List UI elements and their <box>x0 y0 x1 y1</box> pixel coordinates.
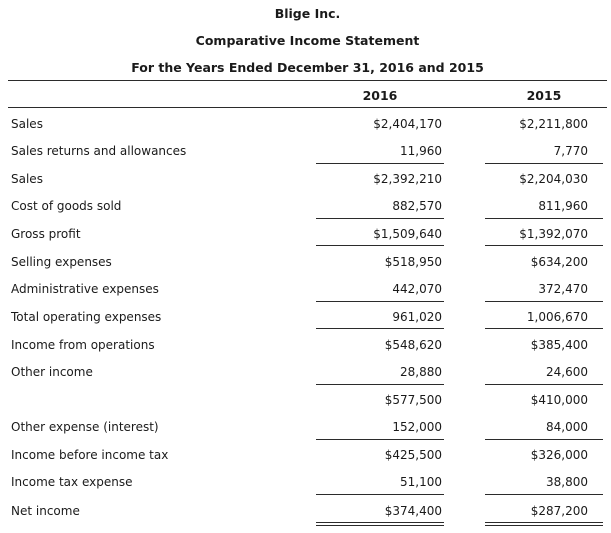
row-label: Administrative expenses <box>11 282 159 296</box>
company-name: Blige Inc. <box>274 6 341 21</box>
value-2015: 1,006,670 <box>526 310 588 324</box>
row-label: Other income <box>11 365 93 379</box>
value-2016: 152,000 <box>392 420 442 434</box>
value-2016: $577,500 <box>384 393 442 407</box>
row-label: Selling expenses <box>11 255 112 269</box>
row-label: Gross profit <box>11 227 81 241</box>
statement-period: For the Years Ended December 31, 2016 and 2015 <box>131 60 484 75</box>
subtotal-rule-2016 <box>316 328 444 329</box>
table-row <box>0 116 611 132</box>
value-2016: 442,070 <box>392 282 442 296</box>
value-2016: $374,400 <box>384 504 442 518</box>
value-2015: $385,400 <box>530 338 588 352</box>
table-row <box>0 198 611 214</box>
value-2015: 811,960 <box>538 199 588 213</box>
subtotal-rule-2016 <box>316 439 444 440</box>
value-2015: $287,200 <box>530 504 588 518</box>
value-2015: $634,200 <box>530 255 588 269</box>
subtotal-rule-2015 <box>485 301 603 302</box>
subtotal-rule-2015 <box>485 163 603 164</box>
value-2015: $2,204,030 <box>519 172 588 186</box>
column-header-rule <box>8 107 607 108</box>
statement-title: Comparative Income Statement <box>195 33 420 48</box>
value-2015: $2,211,800 <box>519 117 588 131</box>
value-2016: 961,020 <box>392 310 442 324</box>
value-2016: 28,880 <box>400 365 442 379</box>
column-header-2015: 2015 <box>526 88 562 103</box>
value-2016: 51,100 <box>400 475 442 489</box>
value-2016: $548,620 <box>384 338 442 352</box>
row-label: Income tax expense <box>11 475 133 489</box>
row-label: Sales returns and allowances <box>11 144 187 158</box>
value-2015: 84,000 <box>546 420 588 434</box>
table-row <box>0 447 611 463</box>
table-row <box>0 392 611 408</box>
subtotal-rule-2015 <box>485 439 603 440</box>
value-2016: $2,392,210 <box>373 172 442 186</box>
row-label: Cost of goods sold <box>11 199 122 213</box>
row-label: Sales <box>11 117 43 131</box>
table-row <box>0 474 611 490</box>
subtotal-rule-2015 <box>485 328 603 329</box>
value-2016: 11,960 <box>400 144 442 158</box>
subtotal-rule-2015 <box>485 384 603 385</box>
subtotal-rule-2016 <box>316 218 444 219</box>
table-row <box>0 503 611 519</box>
value-2016: $2,404,170 <box>373 117 442 131</box>
table-row <box>0 254 611 270</box>
subtotal-rule-2016 <box>316 163 444 164</box>
value-2015: 24,600 <box>546 365 588 379</box>
top-rule <box>8 80 607 81</box>
column-header-2016: 2016 <box>362 88 398 103</box>
table-row <box>0 419 611 435</box>
row-label: Total operating expenses <box>11 310 162 324</box>
row-label: Other expense (interest) <box>11 420 159 434</box>
subtotal-rule-2015 <box>485 494 603 495</box>
table-row <box>0 171 611 187</box>
value-2015: $1,392,070 <box>519 227 588 241</box>
total-double-rule-2015 <box>485 522 603 526</box>
subtotal-rule-2015 <box>485 245 603 246</box>
value-2016: $1,509,640 <box>373 227 442 241</box>
subtotal-rule-2016 <box>316 384 444 385</box>
row-label: Sales <box>11 172 43 186</box>
table-row <box>0 226 611 242</box>
subtotal-rule-2015 <box>485 218 603 219</box>
value-2015: 7,770 <box>553 144 588 158</box>
value-2016: $425,500 <box>384 448 442 462</box>
row-label: Income before income tax <box>11 448 169 462</box>
table-row <box>0 337 611 353</box>
row-label: Income from operations <box>11 338 155 352</box>
table-row <box>0 143 611 159</box>
value-2015: $410,000 <box>530 393 588 407</box>
row-label: Net income <box>11 504 80 518</box>
subtotal-rule-2016 <box>316 494 444 495</box>
value-2016: 882,570 <box>392 199 442 213</box>
table-row <box>0 364 611 380</box>
subtotal-rule-2016 <box>316 245 444 246</box>
table-row <box>0 309 611 325</box>
table-row <box>0 281 611 297</box>
value-2015: 372,470 <box>538 282 588 296</box>
total-double-rule-2016 <box>316 522 444 526</box>
value-2015: 38,800 <box>546 475 588 489</box>
subtotal-rule-2016 <box>316 301 444 302</box>
value-2016: $518,950 <box>384 255 442 269</box>
value-2015: $326,000 <box>530 448 588 462</box>
